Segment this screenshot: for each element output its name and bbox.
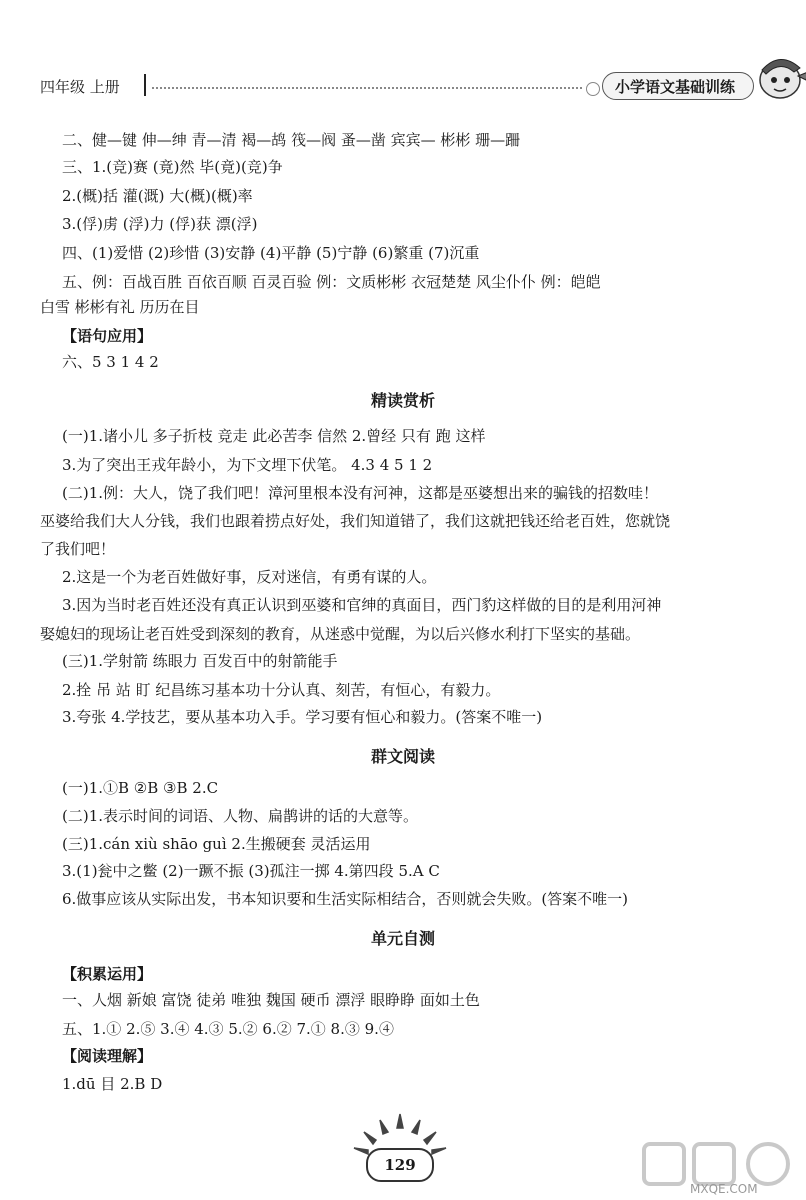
- answer-line: (一)1.诸小儿 多子折枝 竞走 此必苦李 信然 2.曾经 只有 跑 这样: [62, 427, 486, 445]
- answer-line: (三)1.学射箭 练眼力 百发百中的射箭能手: [62, 652, 338, 670]
- answer-line: 3.(1)瓮中之鳖 (2)一蹶不振 (3)孤注一掷 4.第四段 5.A C: [62, 862, 440, 880]
- answer-line: 五、1.① 2.⑤ 3.④ 4.③ 5.② 6.② 7.① 8.③ 9.④: [62, 1020, 394, 1038]
- section-tag-yuju: 【语句应用】: [62, 327, 153, 345]
- header-dotted-rule: [152, 87, 582, 89]
- answer-line: 3.因为当时老百姓还没有真正认识到巫婆和官绅的真面目，西门豹这样做的目的是利用河神: [62, 596, 662, 614]
- page-header: [40, 68, 780, 108]
- answer-line: (二)1.例：大人，饶了我们吧！漳河里根本没有河神，这都是巫婆想出来的骗钱的招数哇！: [62, 484, 659, 502]
- grade-label: 四年级 上册: [40, 78, 120, 96]
- section-title-danyuan: 单元自测: [370, 929, 435, 948]
- section-tag-jilei: 【积累运用】: [62, 965, 153, 983]
- section-title-jingdu: 精读赏析: [370, 391, 435, 410]
- mascot-icon: [750, 46, 806, 106]
- answer-line: (二)1.表示时间的词语、人物、扁鹊讲的话的大意等。: [62, 807, 419, 825]
- answer-line: 一、人烟 新娘 富饶 徒弟 唯独 魏国 硬币 漂浮 眼睁睁 面如土色: [62, 991, 480, 1009]
- answer-line: (一)1.①B ②B ③B 2.C: [62, 779, 219, 797]
- brand-badge: [602, 72, 754, 100]
- section-tag-yuedu: 【阅读理解】: [62, 1047, 153, 1065]
- section-title-qunwen: 群文阅读: [370, 747, 435, 766]
- answer-line: 6.做事应该从实际出发，书本知识要和生活实际相结合，否则就会失败。(答案不唯一): [62, 890, 629, 908]
- answer-line: 3.夸张 4.学技艺，要从基本功入手。学习要有恒心和毅力。(答案不唯一): [62, 708, 543, 726]
- answer-line: 三、1.(竞)赛 (竟)然 毕(竟)(竞)争: [62, 158, 283, 176]
- answer-line: 2.这是一个为老百姓做好事，反对迷信，有勇有谋的人。: [62, 568, 437, 586]
- answer-line: 白雪 彬彬有礼 历历在目: [40, 298, 200, 316]
- answer-line: 3.(俘)虏 (浮)力 (俘)获 漂(浮): [62, 215, 258, 233]
- answer-line: 六、5 3 1 4 2: [62, 353, 159, 371]
- page-number: 129: [366, 1148, 434, 1182]
- header-rule-end-icon: [586, 82, 600, 96]
- answer-line: 1.dū 目 2.B D: [62, 1075, 163, 1093]
- answer-line: 四、(1)爱惜 (2)珍惜 (3)安静 (4)平静 (5)宁静 (6)繁重 (7)沉重: [62, 244, 480, 262]
- header-divider: [144, 74, 146, 96]
- answer-line: 巫婆给我们大人分钱，我们也跟着捞点好处，我们知道错了，我们这就把钱还给老百姓，您就饶: [40, 512, 671, 530]
- answer-line: 二、健—键 伸—绅 青—清 褐—鸪 筏—阀 蚤—凿 宾宾— 彬彬 珊—跚: [62, 131, 521, 149]
- page-footer: [330, 1112, 470, 1192]
- answer-line: 2.拴 吊 站 盯 纪昌练习基本功十分认真、刻苦，有恒心，有毅力。: [62, 681, 501, 699]
- answer-line: 3.为了突出王戎年龄小，为下文埋下伏笔。 4.3 4 5 1 2: [62, 456, 433, 474]
- answer-line: 2.(概)括 灌(溉) 大(概)(概)率: [62, 187, 253, 205]
- watermark-url: MXQE.COM: [690, 1182, 758, 1196]
- answer-line: 五、例：百战百胜 百依百顺 百灵百验 例：文质彬彬 衣冠楚楚 风尘仆仆 例：皑皑: [62, 273, 601, 291]
- answer-line: 了我们吧！: [40, 540, 116, 558]
- answer-line: 娶媳妇的现场让老百姓受到深刻的教育，从迷惑中觉醒，为以后兴修水利打下坚实的基础。: [40, 625, 641, 643]
- brand-title: 小学语文基础训练: [615, 78, 736, 96]
- answer-line: (三)1.cán xiù shāo guì 2.生搬硬套 灵活运用: [62, 835, 371, 853]
